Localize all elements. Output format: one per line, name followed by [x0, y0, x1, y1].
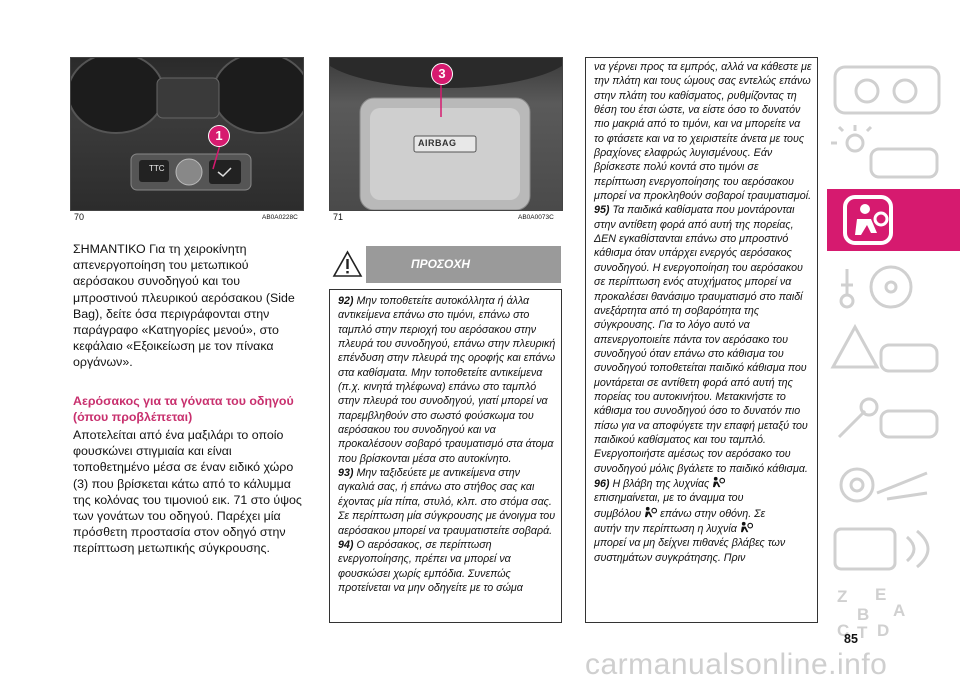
- sidebar-tab-maintenance[interactable]: [827, 387, 960, 449]
- figure-70-number: 70: [74, 212, 85, 222]
- index-letter: A: [893, 601, 906, 620]
- knee-airbag-heading: Αερόσακος για τα γόνατα του οδηγού (όπου προβλέπεται): [73, 394, 294, 424]
- sidebar-tab-lights[interactable]: [827, 123, 960, 185]
- figure-70-code: AB0A0228C: [262, 214, 298, 221]
- knee-airbag-paragraph: Αποτελείται από ένα μαξιλάρι το οποίο φουσκώνει στιγμιαία και είναι τοποθετημένο μέσα σε έναν ειδικό χώρο (3) που βρίσκεται κάτω από το κάλυμμα της κολόνας του τιμονιού εικ. 71 στο ύψος των γονάτων του οδηγού. Παρέχει μία πρόσθετη προστασία στον οδηγό στην περίπτωση μετωπικής σύγκρουσης.: [73, 428, 302, 556]
- note-93-number: 93): [338, 467, 354, 480]
- index-letter: E: [875, 585, 887, 604]
- callout-line-1: [70, 57, 302, 209]
- figure-71-code: AB0A0073C: [518, 214, 554, 221]
- sidebar-tab-technical[interactable]: [827, 453, 960, 515]
- airbag-warning-light-icon: [712, 476, 725, 489]
- note-92-number: 92): [338, 295, 354, 307]
- note-96-text-f: μπορεί να μη δείχνει πιθανές βλάβες των συστημάτων συγκράτησης. Πριν: [594, 537, 786, 564]
- note-96-text-b: επισημαίνεται, με το άναμμα του: [594, 492, 744, 505]
- warning-content-box: [329, 289, 562, 623]
- note-94-number: 94): [338, 538, 354, 551]
- sidebar-tab-dashboard[interactable]: [827, 57, 960, 119]
- page-number: 85: [844, 632, 858, 646]
- chapter-sidebar: [827, 57, 960, 657]
- warning-text: [338, 294, 556, 595]
- seat-airbag-icon: [827, 189, 960, 251]
- callout-3: 3: [431, 63, 453, 85]
- figure-71-number: 71: [333, 212, 344, 222]
- car-service-icon: [827, 453, 947, 515]
- sidebar-tab-start[interactable]: [827, 255, 960, 317]
- car-tools-icon: [827, 387, 947, 449]
- note-95-text: Τα παιδικά καθίσματα που μοντάρονται στην αντίθετη φορά από αυτή της πορείας, ΔΕΝ εγκαθίστανται επάνω στο μπροστινό κάθισμα όταν υπάρχει ενεργός αερόσακος συνοδηγού. Η ενεργοποίηση του αερόσακου σε περίπτωση ενός ατυχήματος μπορεί να προκαλέσει θανάσιμο τραυματισμό στο παιδί ανεξάρτητα από τη σοβαρότητα της σύγκρουσης. Για το λόγο αυτό να απενεργοποιείτε πάντα τον αερόσακο του συνοδηγού όταν επάνω στο κάθισμα του συνοδηγού τοποθετείται παιδικό κάθισμα που μοντάρεται σε αντίθετη φορά από αυτή της πορείας του αυτοκινήτου. Μετακινήστε το κάθισμα του συνοδηγού όσο το δυνατόν πιο πίσω για να αποφύγετε την επαφή μεταξύ του παιδικού καθίσματος και του ταμπλό. Ενεργοποιήστε αμέσως τον αερόσακο του συνοδηγού μόλις βγάλετε το παιδικό κάθισμα.: [594, 204, 808, 475]
- warning-car-icon: [827, 321, 947, 383]
- sidebar-tab-emergency[interactable]: [827, 321, 960, 383]
- note-94-text: Ο αερόσακος, σε περίπτωση ενεργοποίησης, πρέπει να μπορεί να φουσκώσει χωρίς εμπόδια. Συνεπώς προτείνεται να μην οδηγείτε με το σώμα: [338, 538, 523, 594]
- index-letter: Z: [837, 587, 848, 606]
- note-96-text-d: επάνω στην οθόνη. Σε: [660, 507, 766, 520]
- sidebar-tab-multimedia[interactable]: [827, 519, 960, 581]
- warning-continuation-text: [594, 60, 812, 565]
- note-95-number: 95): [594, 204, 610, 217]
- car-lights-icon: [827, 123, 947, 185]
- note-96-number: 96): [594, 477, 610, 490]
- airbag-symbol-icon: [644, 506, 657, 519]
- airbag-label: AIRBAG: [418, 138, 457, 148]
- index-letter: T: [857, 623, 868, 642]
- important-paragraph: ΣΗΜΑΝΤΙΚΟ Για τη χειροκίνητη απενεργοποίηση του μετωπικού αερόσακου συνοδηγού και του μπροστινού πλευρικού αερόσακου (Side Bag), δείτε όσα περιγράφονται στην παράγραφο «Κατηγορίες μενού», στο κεφάλαιο «Εξοικείωση με τον πίνακα οργάνων».: [73, 242, 295, 370]
- airbag-warning-light-icon-2: [740, 521, 753, 534]
- warning-icon-box: [329, 246, 366, 283]
- sidebar-tab-safety-active[interactable]: [827, 189, 960, 251]
- warning-title: ΠΡΟΣΟΧΗ: [411, 257, 471, 271]
- index-letter: B: [857, 605, 870, 624]
- watermark: carmanualsonline.info: [585, 648, 888, 681]
- index-letter: C: [837, 621, 850, 640]
- warning-continuation-box: [585, 57, 818, 623]
- multimedia-icon: [827, 519, 947, 581]
- note-96-text-c: συμβόλου: [594, 507, 642, 520]
- key-steering-icon: [827, 255, 947, 317]
- warning-triangle-icon: [329, 246, 366, 283]
- warning-header: [329, 246, 561, 283]
- callout-1: 1: [208, 125, 230, 147]
- note-92-text: Μην τοποθετείτε αυτοκόλλητα ή άλλα αντικείμενα επάνω στο τιμόνι, επάνω στο ταμπλό στην περιοχή του αερόσακου στην πλευρά του συνοδηγού, επάνω στην πλευρική επένδυση στην πλευρά της οροφής και επάνω στα καθίσματα. Μην τοποθετείτε αντικείμενα (π.χ. κινητά τηλέφωνα) επάνω στο ταμπλό στην πλευρά του συνοδηγού, γιατί μπορεί να παρεμβληθούν στο σωστό φούσκωμα του αερόσακου του συνοδηγού και να προκαλέσουν σοβαρό τραυματισμό στα άτομα που βρίσκονται μέσα στο αυτοκίνητο.: [338, 295, 556, 465]
- note-94-continuation: να γέρνει προς τα εμπρός, αλλά να κάθεστε με την πλάτη και τους ώμους σας εντελώς επάνω στην πλάτη του καθίσματος, ρυθμίζοντας τη θέση του έτσι ώστε, να είστε όσο το δυνατόν πιο μακριά από το τιμόνι, και να μπορείτε να το φτάσετε και να το χειριστείτε άνετα με τους βραχίονες ελαφρώς λυγισμένους. Εάν βρίσκεστε πολύ κοντά στο τιμόνι σε περίπτωση ενεργοποίησης του αερόσακου μπορεί να προκληθούν σοβαροί τραυματισμοί.: [594, 61, 812, 203]
- note-96-text-e: αυτήν την περίπτωση η λυχνία: [594, 523, 737, 535]
- note-93-text: Μην ταξιδεύετε με αντικείμενα στην αγκαλιά σας, ή επάνω στο στήθος σας και έχοντας μία πίπα, στυλό, κλπ. στο στόμα σας. Σε περίπτωση μία σύγκρουσης με άνοιγμα του αερόσακου μπορεί να τραυματιστείτε σοβαρά.: [338, 467, 556, 537]
- car-dashboard-icon: [827, 57, 947, 119]
- ttc-button-label: TTC: [149, 164, 165, 173]
- index-letter: D: [877, 621, 890, 640]
- note-96-text-a: Η βλάβη της λυχνίας: [612, 477, 710, 490]
